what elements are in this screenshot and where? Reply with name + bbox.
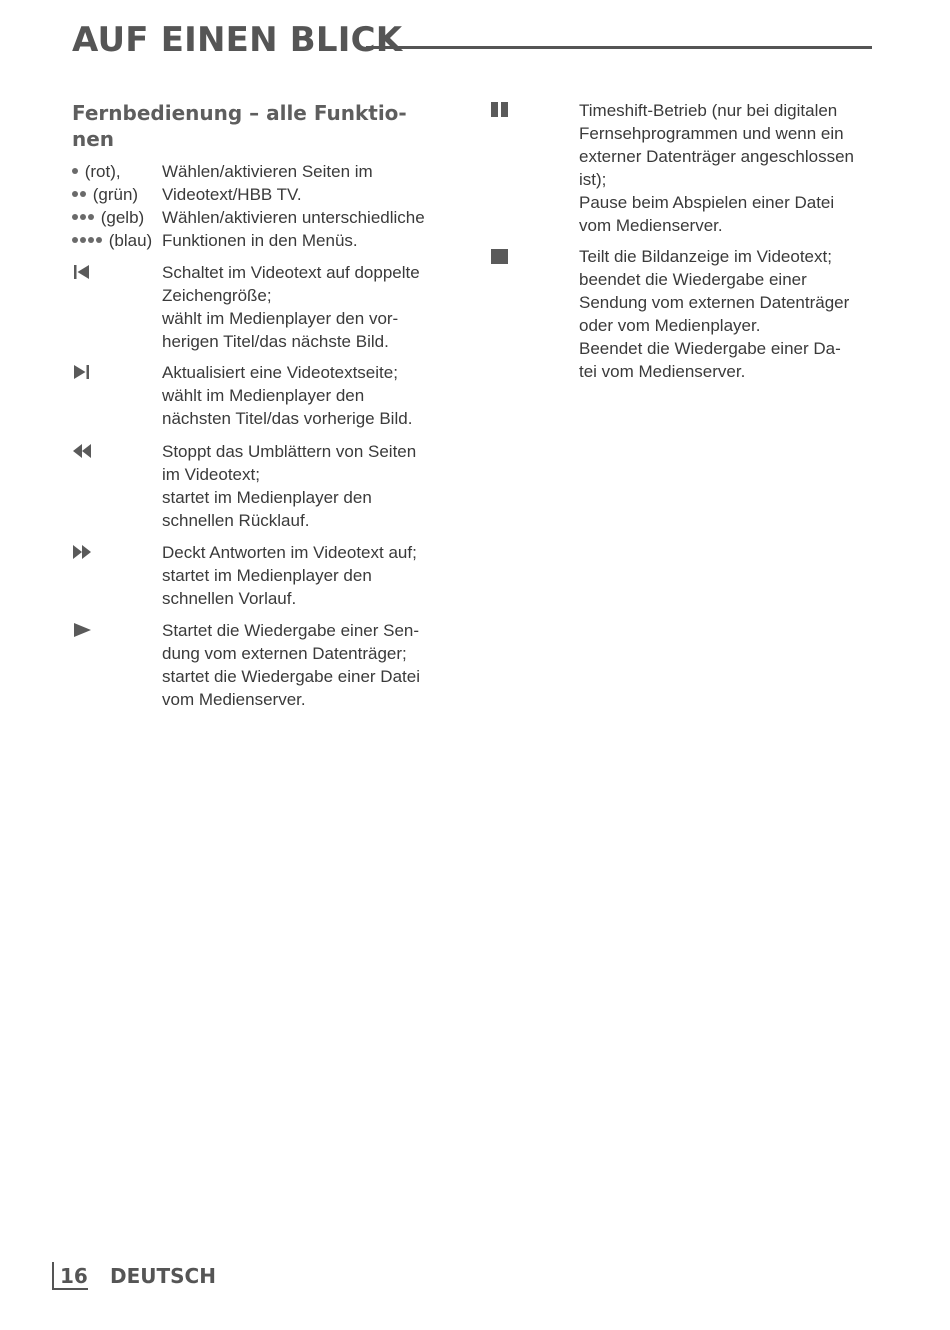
footer-underline <box>52 1288 88 1290</box>
skip-forward-icon <box>72 361 94 384</box>
legend-label: (blau) <box>108 231 153 250</box>
legend-key-green <box>72 183 138 206</box>
page-title: AUF EINEN BLICK <box>72 20 403 60</box>
legend-description: Funktionen in den Menüs. <box>162 231 358 250</box>
pause-icon <box>490 99 512 122</box>
legend-description: Videotext/HBB TV. <box>162 185 302 204</box>
dot-icon <box>80 191 86 197</box>
skip-back-icon <box>72 261 94 284</box>
dot-icon <box>80 237 86 243</box>
legend-key-yellow <box>72 206 144 229</box>
dot-icon <box>96 237 102 243</box>
legend-description: Wählen/aktivieren Seiten im <box>162 162 373 181</box>
color-button-legend <box>72 160 452 252</box>
dot-icon <box>80 214 86 220</box>
legend-row-red <box>72 160 452 183</box>
dot-icon <box>72 191 78 197</box>
footer-language: DEUTSCH <box>110 1264 216 1288</box>
entry-description: Deckt Antworten im Videotext auf; startet im Medienplayer den schnellen Vorlauf. <box>162 543 417 608</box>
entry-description: Startet die Wiedergabe einer Sen- dung vom externen Datenträger; startet die Wiedergabe einer Datei vom Medienserver. <box>162 621 420 709</box>
legend-row-yellow <box>72 206 452 229</box>
fast-forward-icon <box>72 541 94 564</box>
legend-description: Wählen/aktivieren unterschiedliche <box>162 208 425 227</box>
title-rule <box>366 46 872 49</box>
entry-description: Schaltet im Videotext auf doppelte Zeichengröße; wählt im Medienplayer den vor- herigen Titel/das nächste Bild. <box>162 263 420 351</box>
section-heading: Fernbedienung – alle Funktio- nen <box>72 101 407 151</box>
dot-icon <box>88 237 94 243</box>
stop-icon <box>490 245 512 268</box>
rewind-icon <box>72 440 94 463</box>
legend-label: (grün) <box>92 185 139 204</box>
legend-key-blue <box>72 229 152 252</box>
entry-description: Aktualisiert eine Videotextseite; wählt im Medienplayer den nächsten Titel/das vorherige Bild. <box>162 363 413 428</box>
legend-row-green <box>72 183 452 206</box>
dot-icon <box>72 168 78 174</box>
entry-description: Stoppt das Umblättern von Seiten im Videotext; startet im Medienplayer den schnellen Rücklauf. <box>162 442 417 530</box>
page-number: 16 <box>60 1264 88 1288</box>
play-icon <box>72 619 94 642</box>
entry-description: Teilt die Bildanzeige im Videotext; beendet die Wiedergabe einer Sendung vom externen Datenträger oder vom Medienplayer. Beendet die Wiedergabe einer Da- tei vom Medienserver. <box>579 247 850 381</box>
legend-label: (rot), <box>84 162 121 181</box>
dot-icon <box>72 237 78 243</box>
dot-icon <box>88 214 94 220</box>
legend-key-red <box>72 160 121 183</box>
legend-row-blue <box>72 229 452 252</box>
entry-description: Timeshift-Betrieb (nur bei digitalen Fernsehprogrammen und wenn ein externer Datenträger angeschlossen ist); Pause beim Abspielen einer Datei vom Medienserver. <box>579 101 854 235</box>
footer-bar <box>52 1262 54 1288</box>
dot-icon <box>72 214 78 220</box>
legend-label: (gelb) <box>100 208 145 227</box>
